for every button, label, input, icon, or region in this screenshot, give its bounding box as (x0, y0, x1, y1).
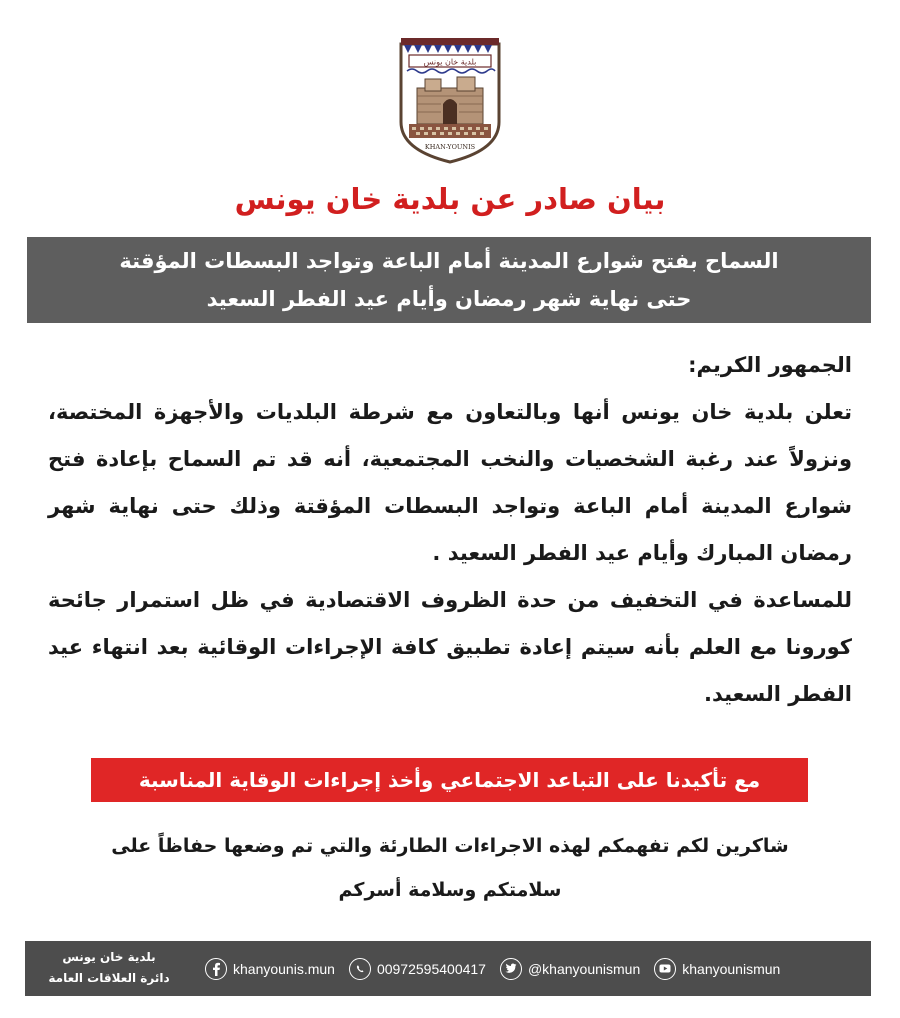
youtube-icon (654, 958, 676, 980)
footer-org-name: بلدية خان يونس (62, 950, 156, 964)
footer-org-dept: دائرة العلاقات العامة (48, 971, 170, 985)
thanks-line-1: شاكرين لكم تفهمكم لهذه الاجراءات الطارئة والتي تم وضعها حفاظاً على (111, 835, 789, 857)
facebook-handle: khanyounis.mun (233, 960, 335, 977)
subject-line-1: السماح بفتح شوارع المدينة أمام الباعة وتواجد البسطات المؤقتة (119, 249, 779, 273)
subject-banner (27, 237, 871, 323)
youtube-link[interactable] (654, 958, 780, 980)
twitter-link[interactable] (500, 958, 640, 980)
paragraph-1: تعلن بلدية خان يونس أنها وبالتعاون مع شرطة البلديات والأجهزة المختصة، ونزولاً عند رغبة الشخصيات والنخب المجتمعية، أنه قد تم السماح بإعادة فتح شوارع المدينة أمام الباعة وتواجد البسطات المؤقتة وذلك حتى نهاية شهر رمضان المبارك وأيام عيد الفطر السعيد . (48, 400, 852, 565)
announcement-body (48, 342, 852, 718)
whatsapp-icon (349, 958, 371, 980)
thanks-note (60, 824, 840, 912)
youtube-handle: khanyounismun (682, 960, 781, 977)
subject-line-2: حتى نهاية شهر رمضان وأيام عيد الفطر السعيد (206, 287, 692, 311)
logo-caption-text: KHAN-YOUNIS (424, 143, 476, 151)
footer-org (39, 947, 179, 989)
logo-name-text: بلدية خان يونس (423, 57, 477, 67)
twitter-icon (500, 958, 522, 980)
thanks-line-2: سلامتكم وسلامة أسركم (338, 879, 562, 901)
whatsapp-link[interactable] (349, 958, 486, 980)
greeting: الجمهور الكريم: (688, 353, 852, 377)
municipality-logo (395, 36, 505, 164)
paragraph-2: للمساعدة في التخفيف من حدة الظروف الاقتصادية في ظل استمرار جائحة كورونا مع العلم بأنه سيتم إعادة تطبيق كافة الإجراءات الوقائية بعد انتهاء عيد الفطر السعيد. (48, 588, 852, 706)
twitter-handle: @khanyounismun (527, 960, 641, 977)
emphasis-banner: مع تأكيدنا على التباعد الاجتماعي وأخذ إجراءات الوقاية المناسبة (91, 758, 808, 802)
footer-bar (25, 941, 871, 996)
whatsapp-number: 00972595400417 (376, 960, 486, 977)
social-links (205, 941, 780, 996)
statement-title: بيان صادر عن بلدية خان يونس (234, 182, 666, 216)
facebook-link[interactable] (205, 958, 335, 980)
facebook-icon (205, 958, 227, 980)
